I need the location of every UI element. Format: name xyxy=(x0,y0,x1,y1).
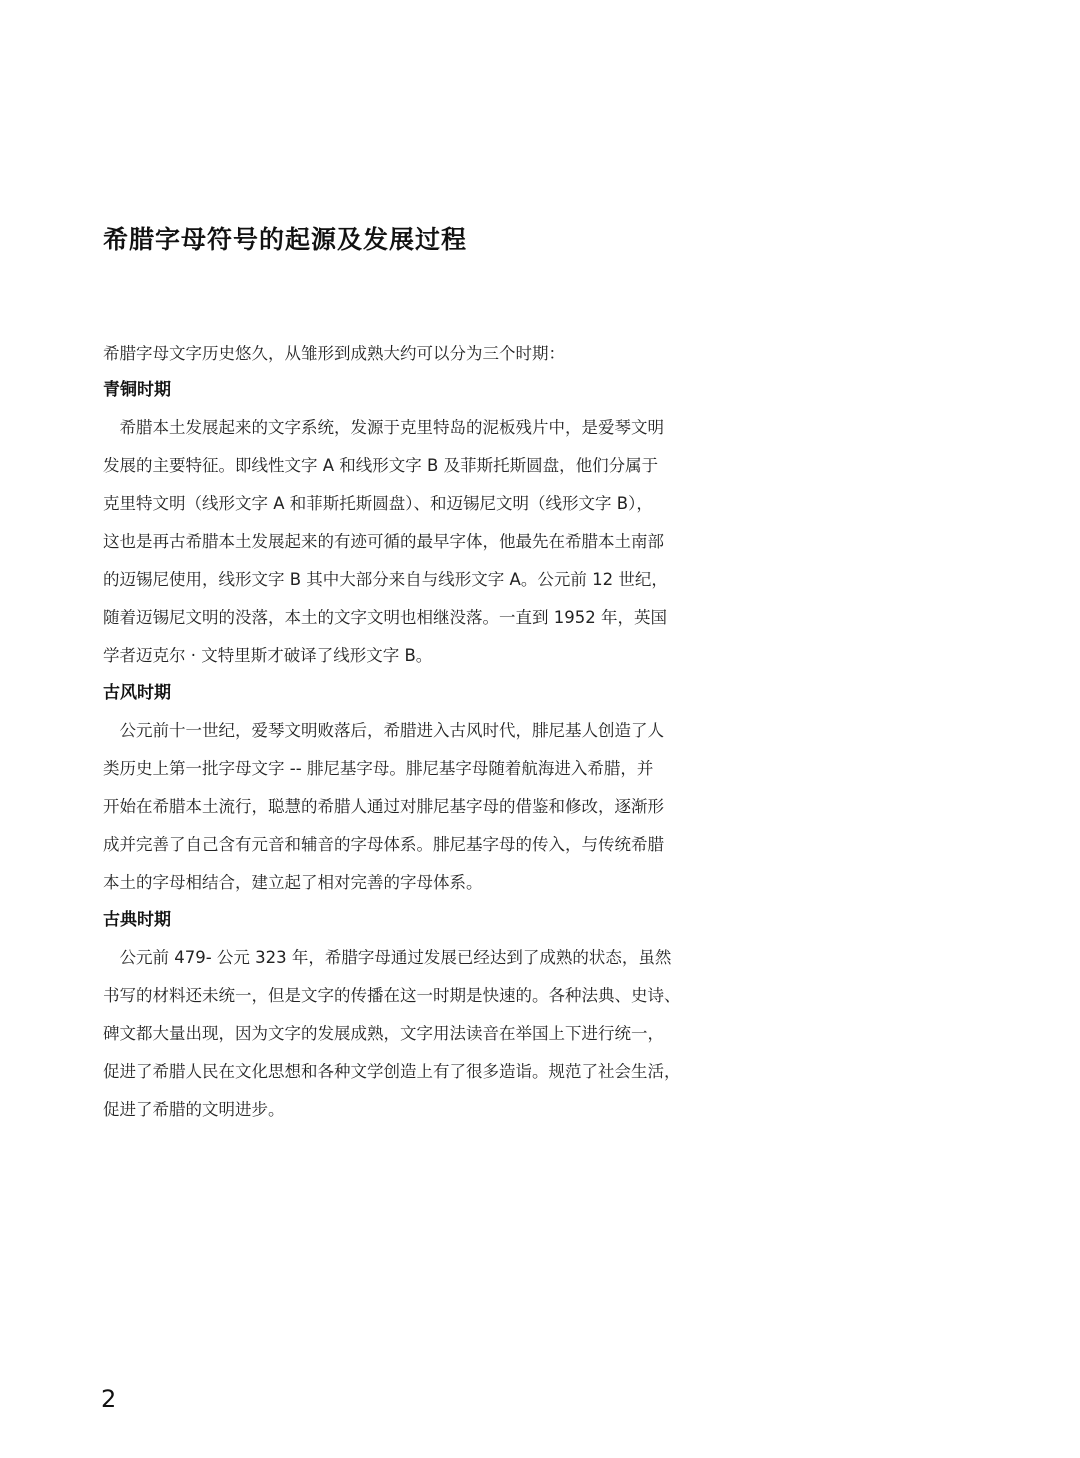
section-heading: 青铜时期 xyxy=(103,380,171,400)
paragraph-line: 学者迈克尔 · 文特里斯才破译了线形文字 B。 xyxy=(103,646,433,665)
section-archaic-period xyxy=(103,675,725,902)
paragraph-line: 成并完善了自己含有元音和辅音的字母体系。腓尼基字母的传入，与传统希腊 xyxy=(103,835,664,854)
paragraph-line: 公元前 479- 公元 323 年，希腊字母通过发展已经达到了成熟的状态，虽然 xyxy=(103,948,672,967)
paragraph-line: 克里特文明（线形文字 A 和菲斯托斯圆盘）、和迈锡尼文明（线形文字 B）， xyxy=(103,494,653,513)
section-heading: 古典时期 xyxy=(103,910,171,930)
page-number: 2 xyxy=(101,1385,117,1413)
paragraph-line: 这也是再古希腊本土发展起来的有迹可循的最早字体，他最先在希腊本土南部 xyxy=(103,532,664,551)
intro-paragraph: 希腊字母文字历史悠久，从雏形到成熟大约可以分为三个时期： xyxy=(103,344,565,363)
section-paragraph xyxy=(103,939,725,1129)
paragraph-line: 开始在希腊本土流行，聪慧的希腊人通过对腓尼基字母的借鉴和修改，逐渐形 xyxy=(103,797,664,816)
paragraph-line: 碑文都大量出现，因为文字的发展成熟，文字用法读音在举国上下进行统一， xyxy=(103,1024,664,1043)
paragraph-line: 的迈锡尼使用，线形文字 B 其中大部分来自与线形文字 A。公元前 12 世纪， xyxy=(103,570,668,589)
paragraph-line: 希腊本土发展起来的文字系统，发源于克里特岛的泥板残片中，是爱琴文明 xyxy=(103,418,664,437)
section-heading: 古风时期 xyxy=(103,683,171,703)
section-classical-period xyxy=(103,902,725,1129)
paragraph-line: 发展的主要特征。即线性文字 A 和线形文字 B 及菲斯托斯圆盘，他们分属于 xyxy=(103,456,659,475)
article-body xyxy=(103,335,725,1129)
paragraph-line: 随着迈锡尼文明的没落，本土的文字文明也相继没落。一直到 1952 年，英国 xyxy=(103,608,667,627)
paragraph-line: 本土的字母相结合，建立起了相对完善的字母体系。 xyxy=(103,873,483,892)
section-paragraph xyxy=(103,409,725,675)
paragraph-line: 书写的材料还未统一，但是文字的传播在这一时期是快速的。各种法典、史诗、 xyxy=(103,986,681,1005)
section-bronze-age xyxy=(103,372,725,675)
paragraph-line: 类历史上第一批字母文字 -- 腓尼基字母。腓尼基字母随着航海进入希腊，并 xyxy=(103,759,654,778)
section-paragraph xyxy=(103,712,725,902)
paragraph-line: 公元前十一世纪，爱琴文明败落后，希腊进入古风时代，腓尼基人创造了人 xyxy=(103,721,664,740)
page-title: 希腊字母符号的起源及发展过程 xyxy=(103,225,468,254)
paragraph-line: 促进了希腊人民在文化思想和各种文学创造上有了很多造诣。规范了社会生活， xyxy=(103,1062,681,1081)
paragraph-line: 促进了希腊的文明进步。 xyxy=(103,1100,285,1119)
